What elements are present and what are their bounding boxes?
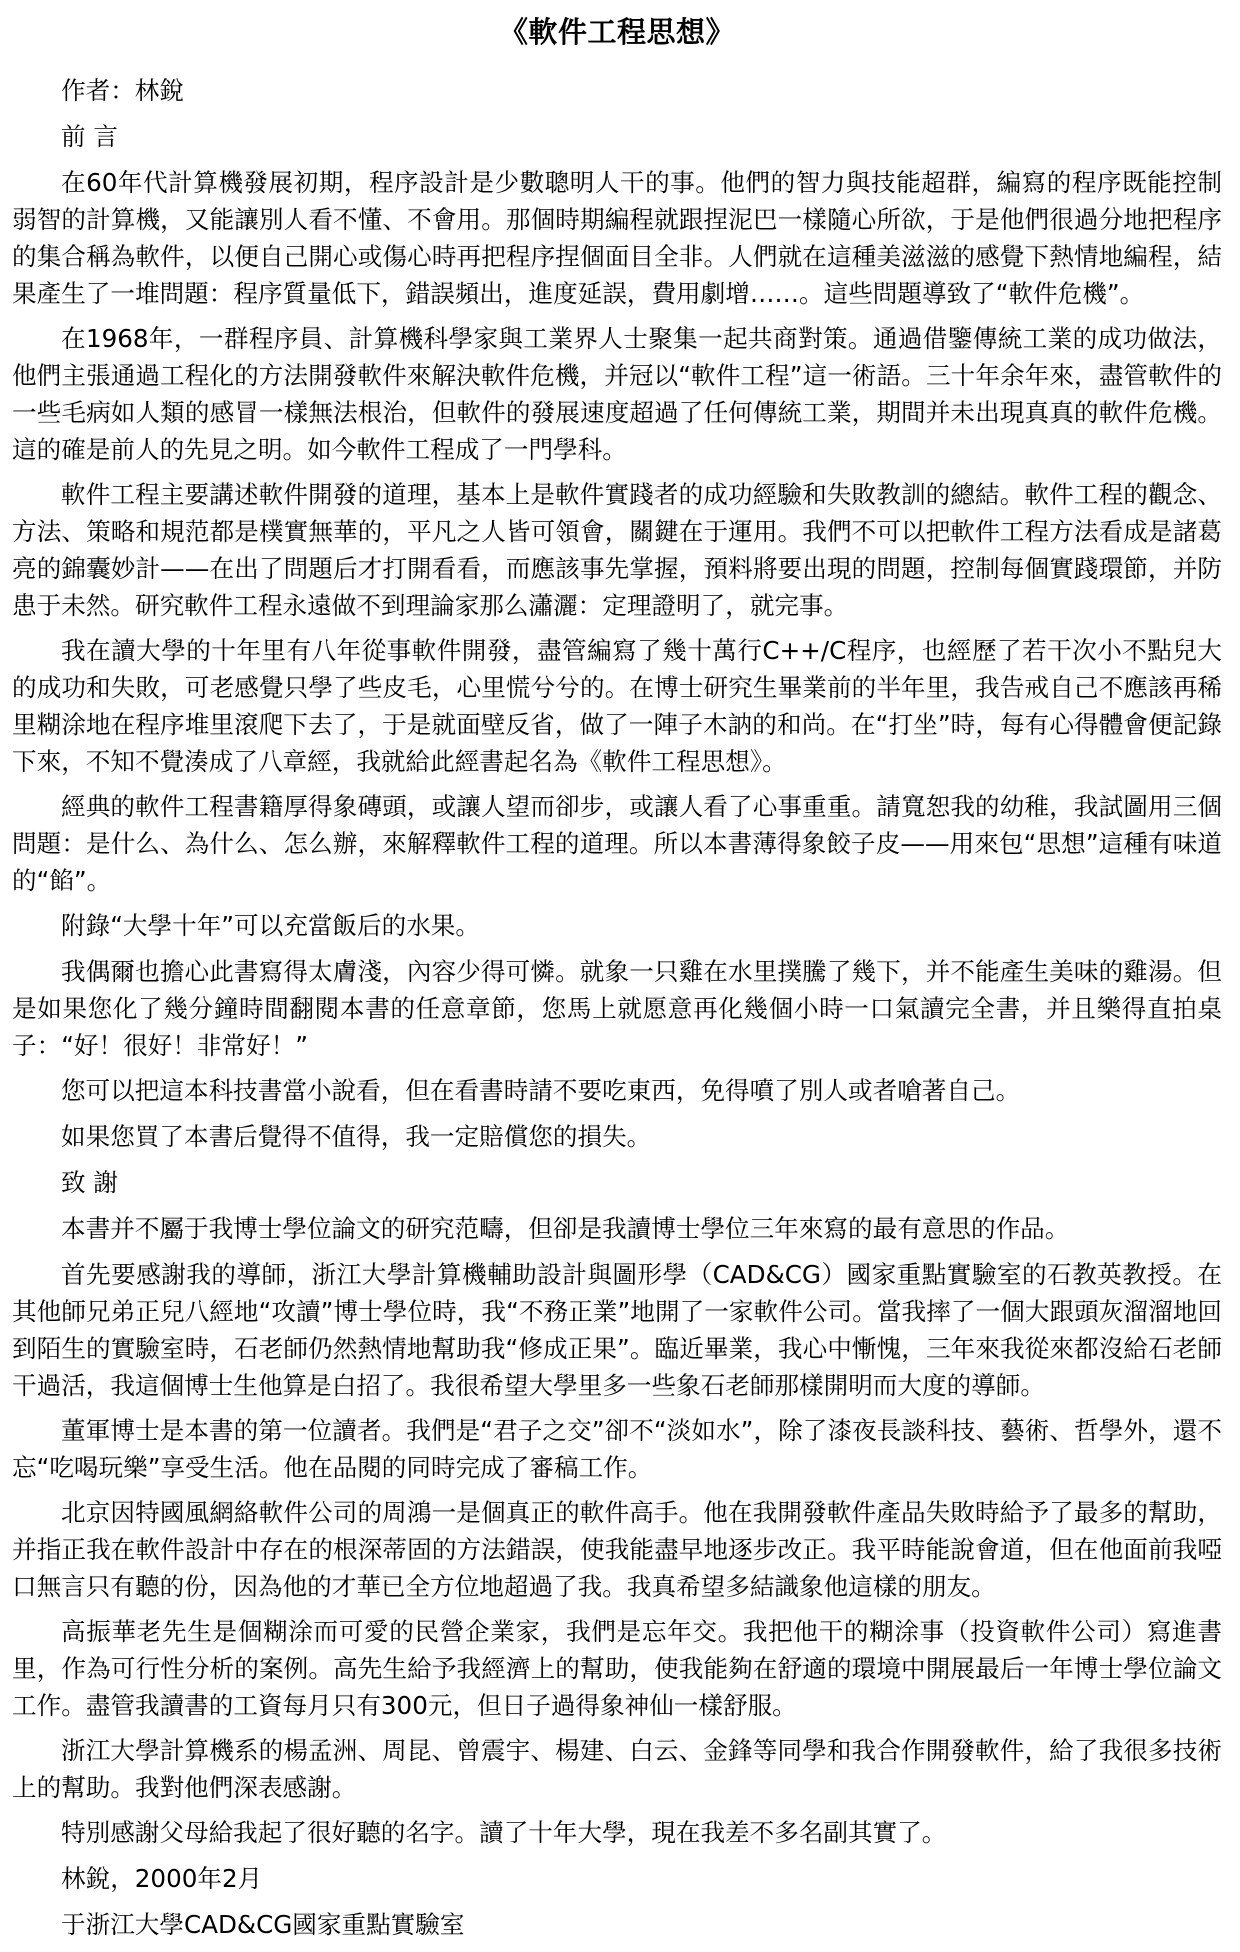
preface-paragraph-8: 您可以把這本科技書當小說看，但在看書時請不要吃東西，免得噴了別人或者嗆著自己。 (61, 1076, 1021, 1105)
preface-paragraph-6: 附錄“大學十年”可以充當飯后的水果。 (61, 911, 480, 940)
book-title: 《軟件工程思想》 (498, 15, 735, 49)
signature-place: 于浙江大學CAD&CG國家重點實驗室 (61, 1910, 465, 1939)
acknowledgements-paragraph-5: 高振華老先生是個糊涂而可愛的民營企業家，我們是忘年交。我把他干的糊涂事（投資軟件公司）寫進書里，作為可行性分析的案例。高先生給予我經濟上的幫助，使我能夠在舒適的環境中開展最后一年博士學位論文工作。盡管我讀書的工資每月只有300元，但日子過得象神仙一樣舒服。 (12, 1617, 1222, 1720)
author-line: 作者：林銳 (61, 76, 184, 105)
acknowledgements-paragraph-2: 首先要感謝我的導師，浙江大學計算機輔助設計與圖形學（CAD&CG）國家重點實驗室的石教英教授。在其他師兄弟正兒八經地“攻讀”博士學位時，我“不務正業”地開了一家軟件公司。當我摔了一個大跟頭灰溜溜地回到陌生的實驗室時，石老師仍然熱情地幫助我“修成正果”。臨近畢業，我心中慚愧，三年來我從來都沒給石老師干過活，我這個博士生他算是白招了。我很希望大學里多一些象石老師那樣開明而大度的導師。 (12, 1260, 1222, 1400)
preface-paragraph-1: 在60年代計算機發展初期，程序設計是少數聰明人干的事。他們的智力與技能超群，編寫的程序既能控制弱智的計算機，又能讓別人看不懂、不會用。那個時期編程就跟捏泥巴一樣隨心所欲，于是他們很過分地把程序的集合稱為軟件，以便自己開心或傷心時再把程序捏個面目全非。人們就在這種美滋滋的感覺下熱情地編程，結果產生了一堆問題：程序質量低下，錯誤頻出，進度延誤，費用劇增……。這些問題導致了“軟件危機”。 (12, 168, 1222, 308)
signature-date: 林銳，2000年2月 (61, 1864, 263, 1893)
acknowledgements-heading: 致 謝 (61, 1168, 119, 1197)
preface-paragraph-7: 我偶爾也擔心此書寫得太膚淺，內容少得可憐。就象一只雞在水里撲騰了幾下，并不能產生美味的雞湯。但是如果您化了幾分鐘時間翻閱本書的任意章節，您馬上就愿意再化幾個小時一口氣讀完全書，并且樂得直拍桌子：“好！很好！非常好！” (12, 957, 1222, 1060)
preface-paragraph-5: 經典的軟件工程書籍厚得象磚頭，或讓人望而卻步，或讓人看了心事重重。請寬恕我的幼稚，我試圖用三個問題：是什么、為什么、怎么辦，來解釋軟件工程的道理。所以本書薄得象餃子皮——用來包“思想”這種有味道的“餡”。 (12, 792, 1222, 895)
acknowledgements-paragraph-4: 北京因特國風網絡軟件公司的周鴻一是個真正的軟件高手。他在我開發軟件產品失敗時給予了最多的幫助，并指正我在軟件設計中存在的根深蒂固的方法錯誤，使我能盡早地逐步改正。我平時能說會道，但在他面前我啞口無言只有聽的份，因為他的才華已全方位地超過了我。我真希望多結識象他這樣的朋友。 (12, 1498, 1222, 1601)
preface-paragraph-2: 在1968年，一群程序員、計算機科學家與工業界人士聚集一起共商對策。通過借鑒傳統工業的成功做法，他們主張通過工程化的方法開發軟件來解決軟件危機，并冠以“軟件工程”這一術語。三十年余年來，盡管軟件的一些毛病如人類的感冒一樣無法根治，但軟件的發展速度超過了任何傳統工業，期間并未出現真真的軟件危機。這的確是前人的先見之明。如今軟件工程成了一門學科。 (12, 324, 1222, 464)
preface-heading: 前 言 (61, 122, 119, 151)
acknowledgements-paragraph-6: 浙江大學計算機系的楊孟洲、周昆、曾震宇、楊建、白云、金鋒等同學和我合作開發軟件，給了我很多技術上的幫助。我對他們深表感謝。 (12, 1736, 1222, 1802)
document-page (12, 12, 1222, 1952)
acknowledgements-paragraph-3: 董軍博士是本書的第一位讀者。我們是“君子之交”卻不“淡如水”，除了漆夜長談科技、藝術、哲學外，還不忘“吃喝玩樂”享受生活。他在品閱的同時完成了審稿工作。 (12, 1416, 1222, 1482)
preface-paragraph-3: 軟件工程主要講述軟件開發的道理，基本上是軟件實踐者的成功經驗和失敗教訓的總結。軟件工程的觀念、方法、策略和規范都是樸實無華的，平凡之人皆可領會，關鍵在于運用。我們不可以把軟件工程方法看成是諸葛亮的錦囊妙計——在出了問題后才打開看看，而應該事先掌握，預料將要出現的問題，控制每個實踐環節，并防患于未然。研究軟件工程永遠做不到理論家那么瀟灑：定理證明了，就完事。 (12, 480, 1222, 620)
preface-paragraph-9: 如果您買了本書后覺得不值得，我一定賠償您的損失。 (61, 1122, 652, 1151)
preface-paragraph-4: 我在讀大學的十年里有八年從事軟件開發，盡管編寫了幾十萬行C++/C程序，也經歷了若干次小不點兒大的成功和失敗，可老感覺只學了些皮毛，心里慌兮兮的。在博士研究生畢業前的半年里，我告戒自己不應該再稀里糊涂地在程序堆里滾爬下去了，于是就面壁反省，做了一陣子木訥的和尚。在“打坐”時，每有心得體會便記錄下來，不知不覺湊成了八章經，我就給此經書起名為《軟件工程思想》。 (12, 636, 1222, 776)
acknowledgements-paragraph-1: 本書并不屬于我博士學位論文的研究范疇，但卻是我讀博士學位三年來寫的最有意思的作品。 (61, 1214, 1070, 1243)
acknowledgements-paragraph-7: 特別感謝父母給我起了很好聽的名字。讀了十年大學，現在我差不多名副其實了。 (61, 1818, 947, 1847)
